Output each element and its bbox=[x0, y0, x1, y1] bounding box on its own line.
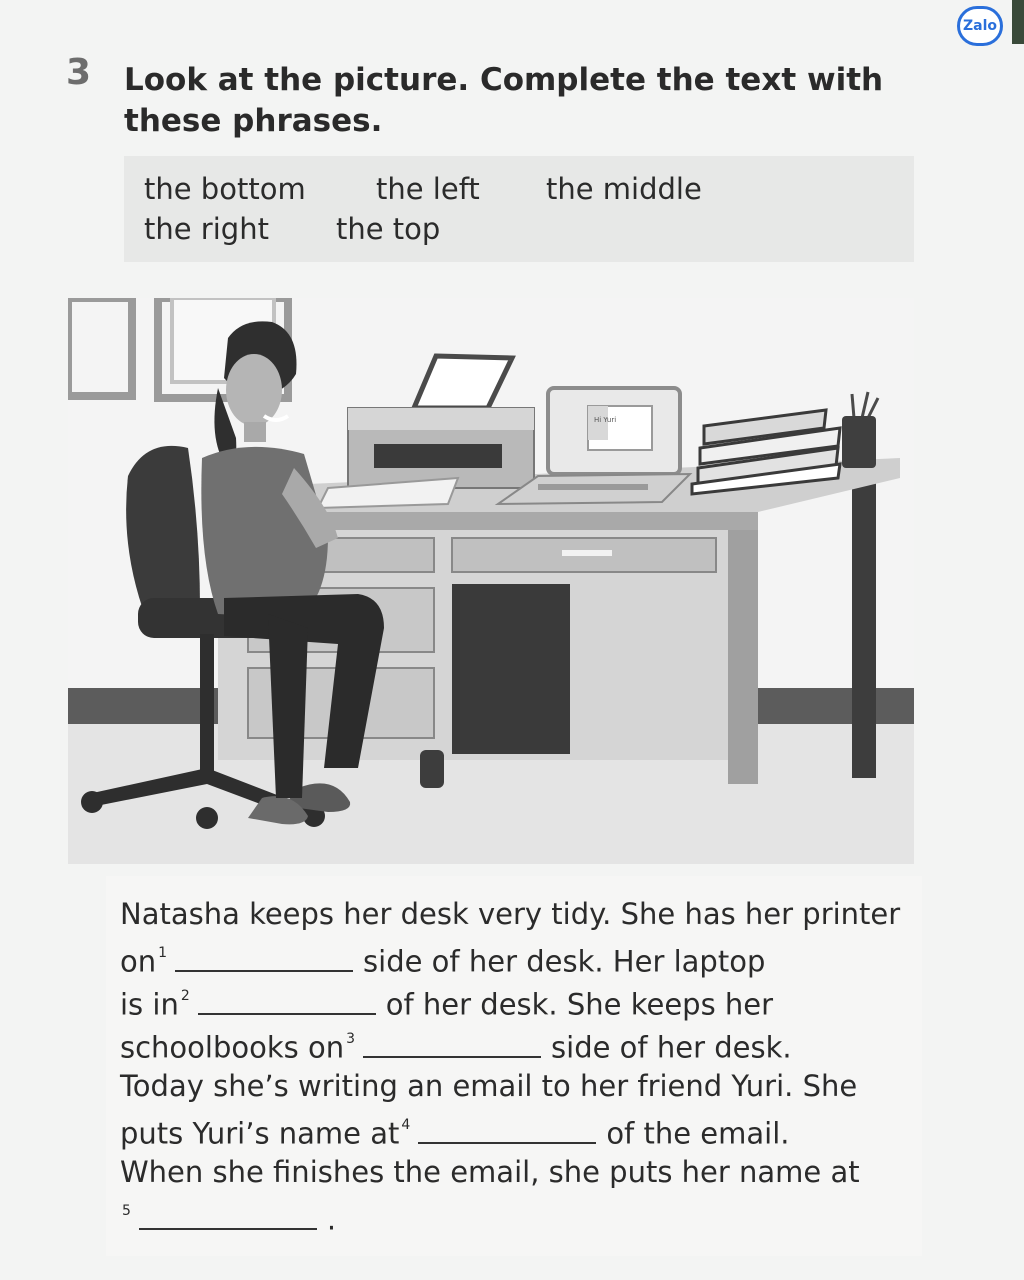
text: on bbox=[120, 944, 157, 979]
passage-line-2 bbox=[120, 939, 765, 980]
phrase-item: the right bbox=[144, 212, 269, 246]
passage-line-5: Today she’s writing an email to her friend Yuri. She bbox=[120, 1069, 858, 1103]
text: of her desk. She keeps her bbox=[385, 987, 774, 1022]
phrase-item: the top bbox=[336, 212, 441, 246]
screen-edge bbox=[1012, 0, 1024, 44]
passage-line-4 bbox=[120, 1025, 792, 1066]
text: of the email. bbox=[606, 1116, 790, 1151]
illustration-svg bbox=[68, 298, 914, 864]
answer-blank-4[interactable] bbox=[418, 1118, 596, 1144]
text: side of her desk. Her laptop bbox=[363, 944, 766, 979]
passage-line-6 bbox=[120, 1111, 790, 1152]
blank-number: 4 bbox=[401, 1117, 411, 1133]
knee-space bbox=[452, 584, 570, 754]
desk-foot bbox=[420, 750, 444, 788]
desk-illustration bbox=[68, 298, 914, 864]
desk-back-leg bbox=[852, 478, 876, 778]
exercise-instruction bbox=[124, 60, 884, 142]
answer-blank-1[interactable] bbox=[175, 946, 353, 972]
blank-number: 5 bbox=[122, 1203, 131, 1219]
drawer-handle bbox=[562, 550, 612, 556]
phrase-item: the left bbox=[376, 172, 480, 206]
instruction-line-2: these phrases. bbox=[124, 103, 383, 139]
instruction-line-1: Look at the picture. Complete the text with bbox=[124, 62, 884, 98]
blank-number: 2 bbox=[180, 988, 190, 1004]
text: puts Yuri’s name at bbox=[120, 1116, 400, 1151]
blank-number: 3 bbox=[346, 1031, 356, 1047]
text: is in bbox=[120, 987, 179, 1022]
text: schoolbooks on bbox=[120, 1030, 345, 1065]
answer-blank-5[interactable] bbox=[139, 1204, 317, 1230]
text: side of her desk. bbox=[551, 1030, 792, 1065]
answer-blank-2[interactable] bbox=[198, 989, 376, 1015]
passage-line-3 bbox=[120, 982, 773, 1023]
zalo-label: Zalo bbox=[962, 18, 997, 34]
passage-line-1: Natasha keeps her desk very tidy. She has her printer bbox=[120, 897, 901, 931]
phrase-item: the bottom bbox=[144, 172, 306, 206]
phrase-item: the middle bbox=[546, 172, 702, 206]
passage-line-7: When she finishes the email, she puts her name at bbox=[120, 1155, 860, 1189]
text: . bbox=[326, 1202, 337, 1237]
answer-blank-3[interactable] bbox=[363, 1032, 541, 1058]
passage-line-8 bbox=[120, 1197, 336, 1238]
phrase-box bbox=[124, 156, 914, 262]
desk-front-leg bbox=[728, 530, 758, 784]
blank-number: 1 bbox=[158, 945, 168, 961]
laptop-screen-text: Hi Yuri bbox=[594, 416, 617, 424]
zalo-badge[interactable] bbox=[957, 6, 1003, 46]
exercise-number: 3 bbox=[66, 52, 92, 93]
